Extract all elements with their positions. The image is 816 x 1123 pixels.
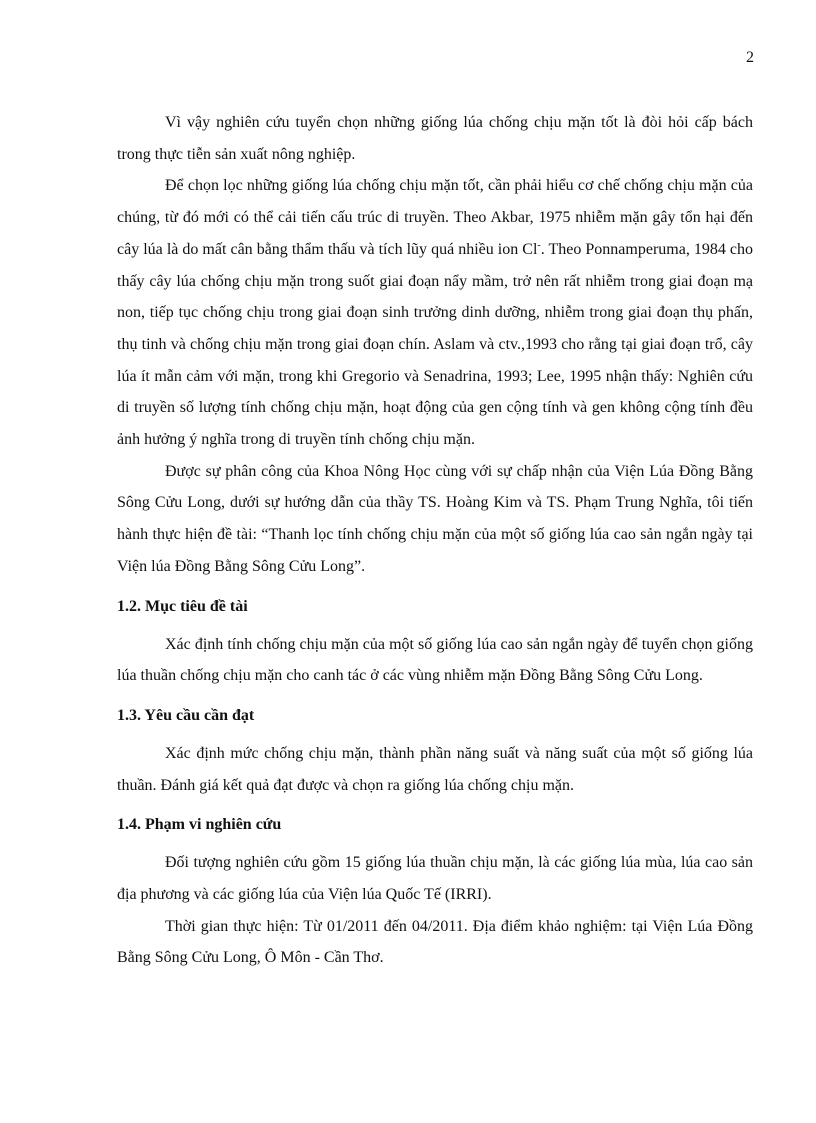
paragraph-intro: Vì vậy nghiên cứu tuyển chọn những giống lúa chống chịu mặn tốt là đòi hỏi cấp bách trong thực tiễn sản xuất nông nghiệp. bbox=[117, 114, 753, 163]
paragraph-salt-tolerance-mechanism bbox=[117, 170, 753, 455]
paragraph-scope-subjects: Đối tượng nghiên cứu gồm 15 giống lúa thuần chịu mặn, là các giống lúa mùa, lúa cao sản địa phương và các giống lúa của Viện lúa Quốc Tế (IRRI). bbox=[117, 854, 753, 904]
paragraph-objectives: Xác định tính chống chịu mặn của một số giống lúa cao sản ngắn ngày để tuyển chọn giống lúa thuần chống chịu mặn cho canh tác ở các vùng nhiễm mặn Đồng Bằng Sông Cửu Long. bbox=[117, 635, 753, 685]
section-heading-requirements: 1.3. Yêu cầu cần đạt bbox=[117, 706, 255, 724]
chloride-superscript: - bbox=[537, 239, 541, 251]
paragraph-assignment: Được sự phân công của Khoa Nông Học cùng với sự chấp nhận của Viện Lúa Đồng Bằng Sông Cửu Long, dưới sự hướng dẫn của thầy TS. Hoàng Kim và TS. Phạm Trung Nghĩa, tôi tiến hành thực hiện đề tài: “Thanh lọc tính chống chịu mặn của một số giống lúa cao sản ngắn ngày tại Viện lúa Đồng Bằng Sông Cửu Long”. bbox=[117, 462, 753, 575]
mechanism-text-part2: . Theo Ponnamperuma, 1984 cho thấy cây lúa chống chịu mặn trong suốt giai đoạn nẩy mầm, trở nên rất nhiễm trong giai đoạn mạ non, tiếp tục chống chịu trong giai đoạn sinh trưởng dinh dưỡng, nhiễm trong giai đoạn thụ phấn, thụ tinh và chống chịu mặn trong giai đoạn chín. Aslam và ctv.,1993 cho rằng tại giai đoạn trổ, cây lúa ít mẫn cảm với mặn, trong khi Gregorio và Senadrina, 1993; Lee, 1995 nhận thấy: Nghiên cứu di truyền số lượng tính chống chịu mặn, hoạt động của gen cộng tính và gen không cộng tính đều ảnh hưởng ý nghĩa trong di truyền tính chống chịu mặn. bbox=[117, 240, 753, 449]
section-heading-objectives: 1.2. Mục tiêu đề tài bbox=[117, 597, 248, 615]
paragraph-scope-time-location: Thời gian thực hiện: Từ 01/2011 đến 04/2011. Địa điểm khảo nghiệm: tại Viện Lúa Đồng Bằng Sông Cửu Long, Ô Môn - Cần Thơ. bbox=[117, 917, 753, 967]
document-body bbox=[117, 107, 753, 974]
paragraph-requirements: Xác định mức chống chịu mặn, thành phần năng suất và năng suất của một số giống lúa thuần. Đánh giá kết quả đạt được và chọn ra giống lúa chống chịu mặn. bbox=[117, 744, 753, 794]
section-heading-scope: 1.4. Phạm vi nghiên cứu bbox=[117, 816, 282, 834]
page-number: 2 bbox=[746, 49, 754, 66]
mechanism-text-part1: Để chọn lọc những giống lúa chống chịu mặn tốt, cần phải hiểu cơ chế chống chịu mặn của chúng, từ đó mới có thể cải tiến cấu trúc di truyền. Theo Akbar, 1975 nhiễm mặn gây tổn hại đến cây lúa là do mất cân bằng thẩm thấu và tích lũy quá nhiều ion Cl bbox=[117, 177, 753, 258]
